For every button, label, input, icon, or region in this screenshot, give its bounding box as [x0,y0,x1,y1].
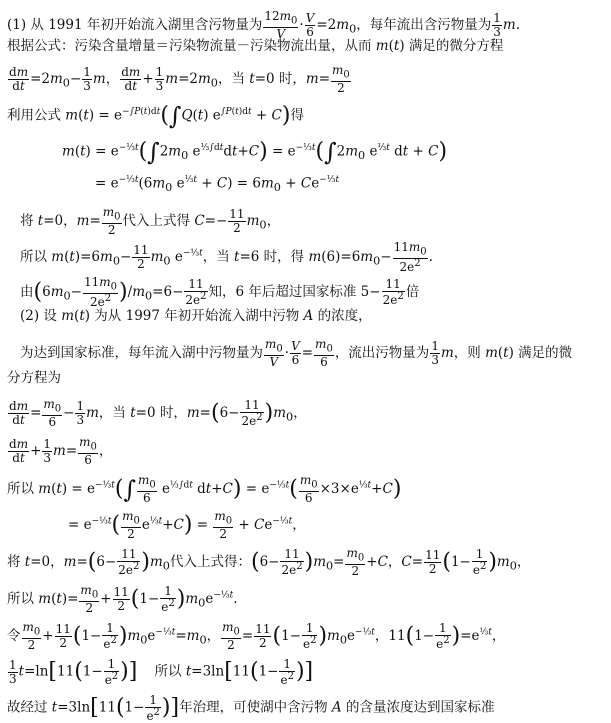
line-formula-general: 利用公式 $m(t) = e^{-\int P(t)dt}(\int Q(t) e^{\int P(t)dt} + C)$得 [7,102,304,130]
line-sub-c2: 将 t=0，m=(6− $\frac{11}{2e^2}$ )$m_0$代入上式得：(6− $\frac{11}{2e^2}$ )$m_0=$ $\frac{m_0}{2}$ +C，C= $\frac{11}{2}$ (1− $\frac{1}{e^2}$ )$m_0$， [7,546,531,578]
line-ln: $\frac{1}{3}$ t=ln[11(1− $\frac{1}{e^2}$ )] 所以 t=3ln[11(1− $\frac{1}{e^2}$ )] [9,657,314,687]
line-part2-ode-label: 分方程为 [7,370,61,386]
line-result-2: 所以 m(t)= $\frac{m_0}{2}$ + $\frac{11}{2}$ (1− $\frac{1}{e^2}$ )$m_0e^{-\frac{1}{3}t}$. [7,583,238,615]
line-final: 故经过 t=3ln[11(1− $\frac{1}{e^2}$ )]年治理，可使湖中含污物 A 的含量浓度达到国家标准 [7,693,495,723]
line-sub-c: 将 t=0，m= $\frac{m_0}{2}$ 代入上式得 C=− $\frac{11}{2}$ $m_0$， [20,205,281,237]
line-solve-3: 所以 $m(t) = e^{-\frac{1}{3}t}(\int$ $\frac{m_0}{6}$ $e^{\frac{1}{3}\int dt}$ $dt+C) = e^{-\frac{1}{3}t}$( $\frac{m_0}{6}$ $\times 3\times e^{\frac{1}{3}t}+C$) [7,473,402,505]
line-solve-1: $m(t) = e^{-\frac{1}{3}t}(\int 2m_0$ $e^{\frac{1}{3}\int dt}dt+C) = e^{-\frac{1}{3}t}(\int 2m_0$ $e^{\frac{1}{3}t}$ dt + C) [62,138,448,166]
line-part1-intro: (1) 从 1991 年初开始流入湖里含污物量为 $\frac{12m_0}{V}$ · $\frac{V}{6}$ $=2m_0$，每年流出含污物量为 $\frac{1}{3}$ m. [7,9,521,41]
line-formula-text: 根据公式：污染含量增量＝污染物流量－污染物流出量，从而 m(t) 满足的微分方程 [7,38,504,54]
line-solve-4: = $e^{-\frac{1}{3}t}$( $\frac{m_0}{2}$ $e^{\frac{1}{3}t}+C$) = $\frac{m_0}{2}$ + $Ce^{-\frac{1}{3}t}$， [68,509,306,541]
line-let: 令 $\frac{m_0}{2}$ + $\frac{11}{2}$ (1− $\frac{1}{e^2}$ )$m_0e^{-\frac{1}{3}t}=m_0$， $\frac{m_0}{2}$ = $\frac{11}{2}$ (1− $\frac{1}{e^2}$ )$m_0e^{-\frac{1}{3}t}$，11(1− $\frac{1}{e^2}$ )$=e^{\frac{1}{3}t}$， [7,620,506,652]
line-ode-2: $\frac{dm}{dt}$ = $\frac{m_0}{6}$ − $\frac{1}{3}$ m，当 t=0 时，m=(6− $\frac{11}{2e^2}$ )$m_0$， [9,397,307,429]
line-part2-setup: 为达到国家标准，每年流入湖中污物量为 $\frac{m_0}{V}$ · $\frac{V}{6}$ = $\frac{m_0}{6}$ ，流出污物量为 $\frac{1}{3}$ m，则 m(t) 满足的微 [20,337,573,369]
line-result-1: 所以 $m(t)=6m_0-$ $\frac{11}{2}$ $m_0$ $e^{-\frac{1}{3}t}$，当 t=6 时，得 $m(6)=6m_0-$ $\frac{11m_0}{2e^2}$ . [20,240,433,274]
line-ode-1: $\frac{dm}{dt}$ $=2m_0-$ $\frac{1}{3}$ m， $\frac{dm}{dt}$ + $\frac{1}{3}$ $m=2m_0$，当 t=0 时，m= $\frac{m_0}{2}$ [9,63,350,95]
line-ode-2b: $\frac{dm}{dt}$ + $\frac{1}{3}$ m= $\frac{m_0}{6}$ ， [9,435,113,467]
line-part2-intro: (2) 设 m(t) 为从 1997 年初开始流入湖中污物 A 的浓度， [20,308,372,324]
line-solve-2: = $e^{-\frac{1}{3}t}(6m_0$ $e^{\frac{1}{3}t} + C) = 6m_0 + Ce^{-\frac{1}{3}t}$ [95,175,340,195]
line-conclusion-1: 由($6m_0-$ $\frac{11m_0}{2e^2}$ )$/m_0=6-$ $\frac{11}{2e^2}$ 知，6 年后超过国家标准 5− $\frac{11}{2e^2}$ 倍 [20,275,420,309]
